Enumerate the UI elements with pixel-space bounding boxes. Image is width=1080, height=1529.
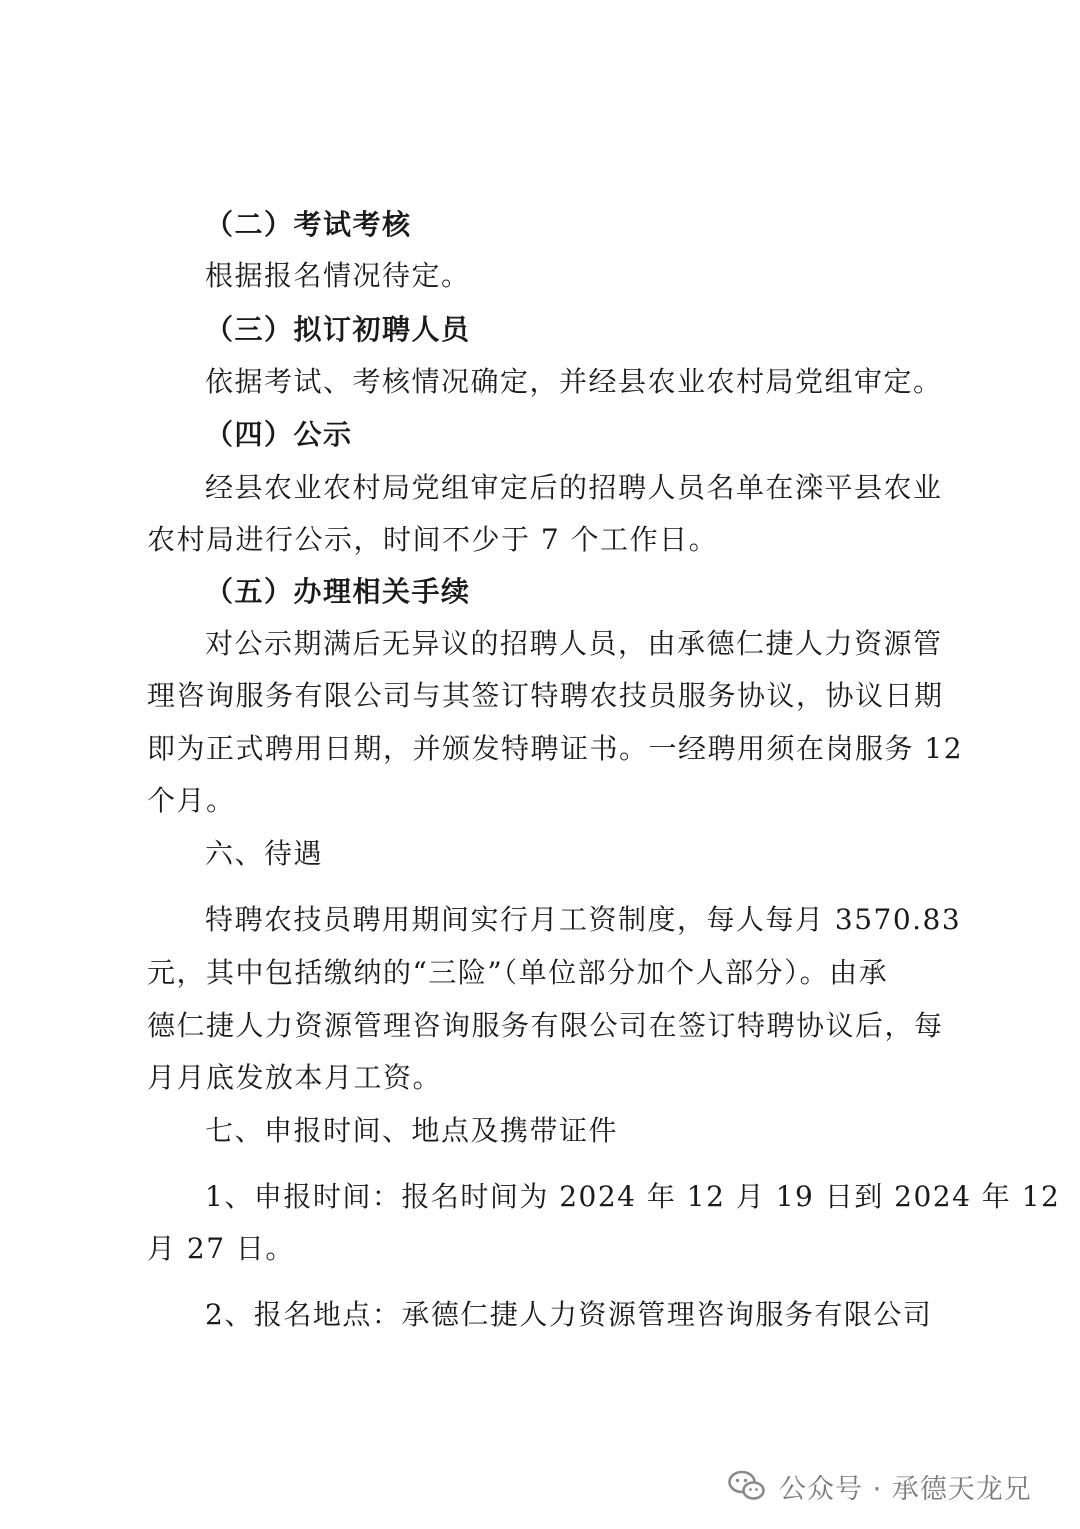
paragraph-line: 依据考试、考核情况确定，并经县农业农村局党组审定。 (205, 365, 943, 398)
paragraph-line: 元，其中包括缴纳的“三险”（单位部分加个人部分）。由承 (147, 956, 889, 989)
paragraph-line: 根据报名情况待定。 (205, 259, 471, 292)
paragraph-line: 即为正式聘用日期，并颁发特聘证书。一经聘用须在岗服务 12 (147, 732, 964, 765)
paragraph-line: 特聘农技员聘用期间实行月工资制度，每人每月 3570.83 (205, 903, 962, 936)
section-heading-publicity: （四）公示 (205, 418, 353, 451)
paragraph-line: 月月底发放本月工资。 (147, 1061, 443, 1094)
paragraph-line: 对公示期满后无异议的招聘人员，由承德仁捷人力资源管 (205, 627, 943, 660)
watermark-text: 公众号 · 承德天龙兄 (779, 1473, 1032, 1505)
section-heading-application: 七、申报时间、地点及携带证件 (205, 1114, 619, 1147)
section-heading-candidates: （三）拟订初聘人员 (205, 313, 471, 346)
paragraph-line: 2、报名地点：承德仁捷人力资源管理咨询服务有限公司 (205, 1298, 933, 1331)
paragraph-line: 农村局进行公示，时间不少于 7 个工作日。 (147, 523, 719, 556)
paragraph-line: 经县农业农村局党组审定后的招聘人员名单在滦平县农业 (205, 471, 943, 504)
paragraph-line: 德仁捷人力资源管理咨询服务有限公司在签订特聘协议后，每 (147, 1009, 944, 1042)
wechat-icon (727, 1469, 767, 1503)
paragraph-line: 月 27 日。 (147, 1232, 295, 1265)
section-heading-exam: （二）考试考核 (205, 208, 412, 241)
section-heading-procedures: （五）办理相关手续 (205, 575, 471, 608)
paragraph-line: 理咨询服务有限公司与其签订特聘农技员服务协议，协议日期 (147, 679, 944, 712)
watermark (727, 1464, 1032, 1508)
paragraph-line: 1、申报时间：报名时间为 2024 年 12 月 19 日到 2024 年 12 (205, 1180, 1061, 1213)
section-heading-salary: 六、待遇 (205, 837, 324, 870)
paragraph-line: 个月。 (147, 784, 236, 817)
